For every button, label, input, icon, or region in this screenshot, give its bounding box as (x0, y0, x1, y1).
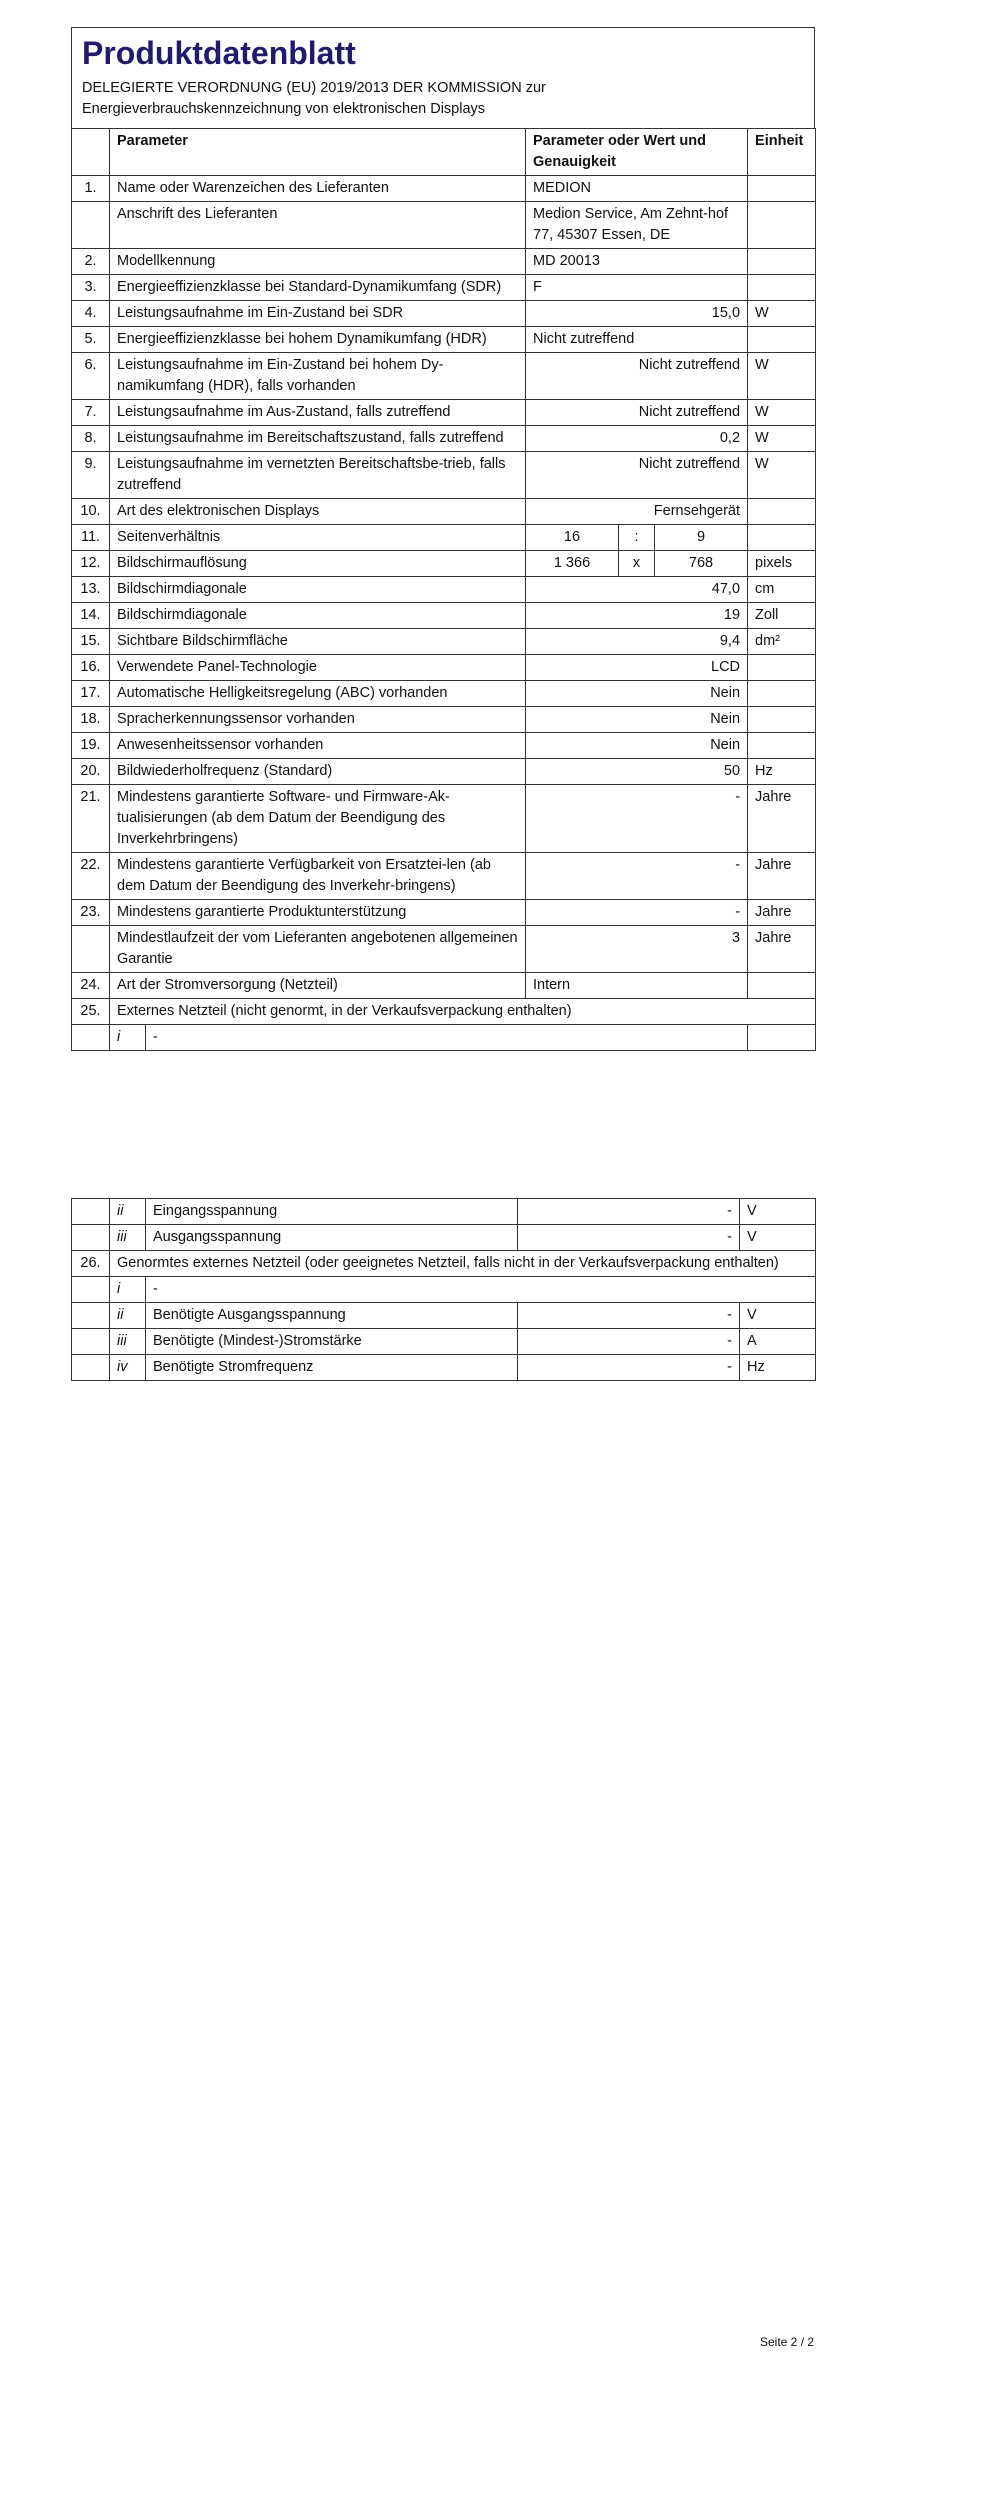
row-value: MEDION (526, 176, 748, 202)
row-value: - (518, 1355, 740, 1381)
row-number: 20. (72, 759, 110, 785)
row-value: F (526, 275, 748, 301)
page-title: Produktdatenblatt (82, 35, 356, 71)
row-unit: W (748, 353, 816, 400)
row-parameter: Bildschirmdiagonale (110, 577, 526, 603)
table-row (72, 525, 816, 551)
unit-header: Einheit (748, 129, 816, 176)
row-value: Nicht zutreffend (526, 327, 748, 353)
row-unit (748, 327, 816, 353)
subtitle-line-1: DELEGIERTE VERORDNUNG (EU) 2019/2013 DER KOMMISSION zur (82, 80, 546, 96)
row-unit (748, 1025, 816, 1051)
table-row (72, 452, 816, 499)
row-parameter: Leistungsaufnahme im Ein-Zustand bei SDR (110, 301, 526, 327)
row-number: 23. (72, 900, 110, 926)
row-number (72, 1303, 110, 1329)
row-unit (748, 681, 816, 707)
row-parameter: Verwendete Panel-Technologie (110, 655, 526, 681)
row-value: MD 20013 (526, 249, 748, 275)
table-row (72, 176, 816, 202)
parameter-header: Parameter (110, 129, 526, 176)
row-unit: Hz (748, 759, 816, 785)
table-row (72, 973, 816, 999)
row-number: 25. (72, 999, 110, 1025)
row-unit: V (740, 1199, 816, 1225)
regulation-subtitle (82, 78, 804, 120)
row-parameter: Mindestens garantierte Verfügbarkeit von Ersatztei-len (ab dem Datum der Beendigung des Inverkehr-bringens) (110, 853, 526, 900)
row-unit: Jahre (748, 900, 816, 926)
table-row (72, 301, 816, 327)
row-number: 10. (72, 499, 110, 525)
datasheet-table-continued (71, 1198, 816, 1381)
row-number: 8. (72, 426, 110, 452)
table-row (72, 733, 816, 759)
row-parameter: Energieeffizienzklasse bei Standard-Dynamikumfang (SDR) (110, 275, 526, 301)
row-value: Nicht zutreffend (526, 452, 748, 499)
row-parameter: Name oder Warenzeichen des Lieferanten (110, 176, 526, 202)
row-unit: A (740, 1329, 816, 1355)
table-row (72, 400, 816, 426)
table-row (72, 629, 816, 655)
row-parameter: Eingangsspannung (146, 1199, 518, 1225)
row-value: - (518, 1303, 740, 1329)
row-number: 16. (72, 655, 110, 681)
row-value: 50 (526, 759, 748, 785)
sub-index: ii (110, 1303, 146, 1329)
row-number: 12. (72, 551, 110, 577)
row-parameter: Bildschirmdiagonale (110, 603, 526, 629)
row-unit (748, 275, 816, 301)
datasheet-table (71, 128, 816, 1051)
row-value: - (518, 1199, 740, 1225)
row-number: 4. (72, 301, 110, 327)
row-parameter: Art der Stromversorgung (Netzteil) (110, 973, 526, 999)
row-number (72, 1025, 110, 1051)
row-number (72, 1225, 110, 1251)
row-unit: dm² (748, 629, 816, 655)
resolution-separator: x (619, 551, 655, 577)
row-value: - (526, 900, 748, 926)
table-subrow (72, 1277, 816, 1303)
row-unit (748, 176, 816, 202)
table-row (72, 426, 816, 452)
row-parameter: Externes Netzteil (nicht genormt, in der Verkaufsverpackung enthalten) (110, 999, 816, 1025)
row-number: 2. (72, 249, 110, 275)
row-number: 24. (72, 973, 110, 999)
row-unit (748, 202, 816, 249)
row-parameter: Leistungsaufnahme im Ein-Zustand bei hohem Dy-namikumfang (HDR), falls vorhanden (110, 353, 526, 400)
table-row (72, 202, 816, 249)
row-number: 9. (72, 452, 110, 499)
row-parameter: Bildwiederholfrequenz (Standard) (110, 759, 526, 785)
row-number: 14. (72, 603, 110, 629)
table-row (72, 681, 816, 707)
row-number: 17. (72, 681, 110, 707)
row-parameter: Mindestens garantierte Produktunterstützung (110, 900, 526, 926)
row-value: 47,0 (526, 577, 748, 603)
row-parameter: Mindestlaufzeit der vom Lieferanten angebotenen allgemeinen Garantie (110, 926, 526, 973)
datasheet-header (71, 27, 815, 128)
row-unit: Jahre (748, 853, 816, 900)
row-unit: Hz (740, 1355, 816, 1381)
row-unit: W (748, 452, 816, 499)
row-parameter: Energieeffizienzklasse bei hohem Dynamikumfang (HDR) (110, 327, 526, 353)
table-row (72, 275, 816, 301)
row-number: 5. (72, 327, 110, 353)
row-number: 13. (72, 577, 110, 603)
table-row (72, 249, 816, 275)
row-parameter: - (146, 1025, 748, 1051)
row-unit (748, 733, 816, 759)
row-unit (748, 499, 816, 525)
page-number: Seite 2 / 2 (760, 2335, 815, 2349)
table-row (72, 577, 816, 603)
row-number: 1. (72, 176, 110, 202)
row-parameter: Genormtes externes Netzteil (oder geeignetes Netzteil, falls nicht in der Verkaufsverpackung enthalten) (110, 1251, 816, 1277)
continuation-table (71, 1198, 815, 1381)
table-row (72, 759, 816, 785)
row-parameter: Seitenverhältnis (110, 525, 526, 551)
sub-index: iv (110, 1355, 146, 1381)
row-parameter: Sichtbare Bildschirmfläche (110, 629, 526, 655)
subtitle-line-2: Energieverbrauchskennzeichnung von elektronischen Displays (82, 101, 486, 117)
table-row (72, 900, 816, 926)
row-parameter: Leistungsaufnahme im Aus-Zustand, falls zutreffend (110, 400, 526, 426)
row-number: 15. (72, 629, 110, 655)
sub-index: i (110, 1025, 146, 1051)
row-value: Nein (526, 707, 748, 733)
row-unit: W (748, 400, 816, 426)
row-value: Intern (526, 973, 748, 999)
row-parameter: Leistungsaufnahme im vernetzten Bereitschaftsbe-trieb, falls zutreffend (110, 452, 526, 499)
table-subrow (72, 1329, 816, 1355)
row-value: 15,0 (526, 301, 748, 327)
sub-index: iii (110, 1225, 146, 1251)
table-row (72, 327, 816, 353)
row-unit: V (740, 1225, 816, 1251)
row-unit: Jahre (748, 785, 816, 853)
row-unit: Jahre (748, 926, 816, 973)
row-number: 6. (72, 353, 110, 400)
row-parameter: Mindestens garantierte Software- und Firmware-Ak-tualisierungen (ab dem Datum der Beendigung des Inverkehrbringens) (110, 785, 526, 853)
resolution-height: 768 (655, 551, 748, 577)
row-number: 3. (72, 275, 110, 301)
row-value: 9,4 (526, 629, 748, 655)
row-unit: W (748, 301, 816, 327)
row-value: - (526, 785, 748, 853)
row-unit (748, 655, 816, 681)
row-parameter: Automatische Helligkeitsregelung (ABC) vorhanden (110, 681, 526, 707)
row-number: 11. (72, 525, 110, 551)
row-unit: cm (748, 577, 816, 603)
row-parameter: Anschrift des Lieferanten (110, 202, 526, 249)
row-unit (748, 973, 816, 999)
row-number (72, 1277, 110, 1303)
table-row (72, 499, 816, 525)
table-row (72, 551, 816, 577)
table-row (72, 655, 816, 681)
row-number: 18. (72, 707, 110, 733)
row-parameter: Benötigte (Mindest-)Stromstärke (146, 1329, 518, 1355)
row-unit (748, 707, 816, 733)
aspect-separator: : (619, 525, 655, 551)
row-number: 21. (72, 785, 110, 853)
row-value: 19 (526, 603, 748, 629)
row-parameter: Ausgangsspannung (146, 1225, 518, 1251)
row-number (72, 1355, 110, 1381)
row-parameter: Art des elektronischen Displays (110, 499, 526, 525)
row-value: Fernsehgerät (526, 499, 748, 525)
row-unit: V (740, 1303, 816, 1329)
row-unit: Zoll (748, 603, 816, 629)
table-row (72, 926, 816, 973)
row-value: Nicht zutreffend (526, 400, 748, 426)
row-value: - (518, 1329, 740, 1355)
row-parameter: Benötigte Stromfrequenz (146, 1355, 518, 1381)
aspect-width: 16 (526, 525, 619, 551)
table-row (72, 1251, 816, 1277)
row-number (72, 1199, 110, 1225)
table-row (72, 853, 816, 900)
row-parameter: Modellkennung (110, 249, 526, 275)
row-number: 19. (72, 733, 110, 759)
row-parameter: - (146, 1277, 816, 1303)
table-row (72, 603, 816, 629)
table-row (72, 353, 816, 400)
row-number: 7. (72, 400, 110, 426)
row-unit (748, 525, 816, 551)
row-value: LCD (526, 655, 748, 681)
table-subrow (72, 1355, 816, 1381)
row-value: 3 (526, 926, 748, 973)
table-row (72, 999, 816, 1025)
row-value: Nein (526, 733, 748, 759)
row-unit: pixels (748, 551, 816, 577)
row-value: Nein (526, 681, 748, 707)
row-value: Nicht zutreffend (526, 353, 748, 400)
row-value: Medion Service, Am Zehnt-hof 77, 45307 Essen, DE (526, 202, 748, 249)
table-row (72, 785, 816, 853)
value-header: Parameter oder Wert und Genauigkeit (526, 129, 748, 176)
row-parameter: Bildschirmauflösung (110, 551, 526, 577)
row-parameter: Anwesenheitssensor vorhanden (110, 733, 526, 759)
aspect-height: 9 (655, 525, 748, 551)
row-number (72, 202, 110, 249)
nr-header (72, 129, 110, 176)
row-parameter: Spracherkennungssensor vorhanden (110, 707, 526, 733)
row-number (72, 1329, 110, 1355)
row-value: - (526, 853, 748, 900)
row-unit: W (748, 426, 816, 452)
table-subrow (72, 1199, 816, 1225)
row-number: 22. (72, 853, 110, 900)
row-value: 0,2 (526, 426, 748, 452)
product-datasheet (71, 27, 815, 1051)
row-value: - (518, 1225, 740, 1251)
table-subrow (72, 1303, 816, 1329)
sub-index: ii (110, 1199, 146, 1225)
row-parameter: Benötigte Ausgangsspannung (146, 1303, 518, 1329)
table-subrow (72, 1225, 816, 1251)
sub-index: i (110, 1277, 146, 1303)
resolution-width: 1 366 (526, 551, 619, 577)
table-header-row (72, 129, 816, 176)
row-unit (748, 249, 816, 275)
row-number (72, 926, 110, 973)
table-row (72, 707, 816, 733)
row-parameter: Leistungsaufnahme im Bereitschaftszustand, falls zutreffend (110, 426, 526, 452)
sub-index: iii (110, 1329, 146, 1355)
table-subrow (72, 1025, 816, 1051)
row-number: 26. (72, 1251, 110, 1277)
